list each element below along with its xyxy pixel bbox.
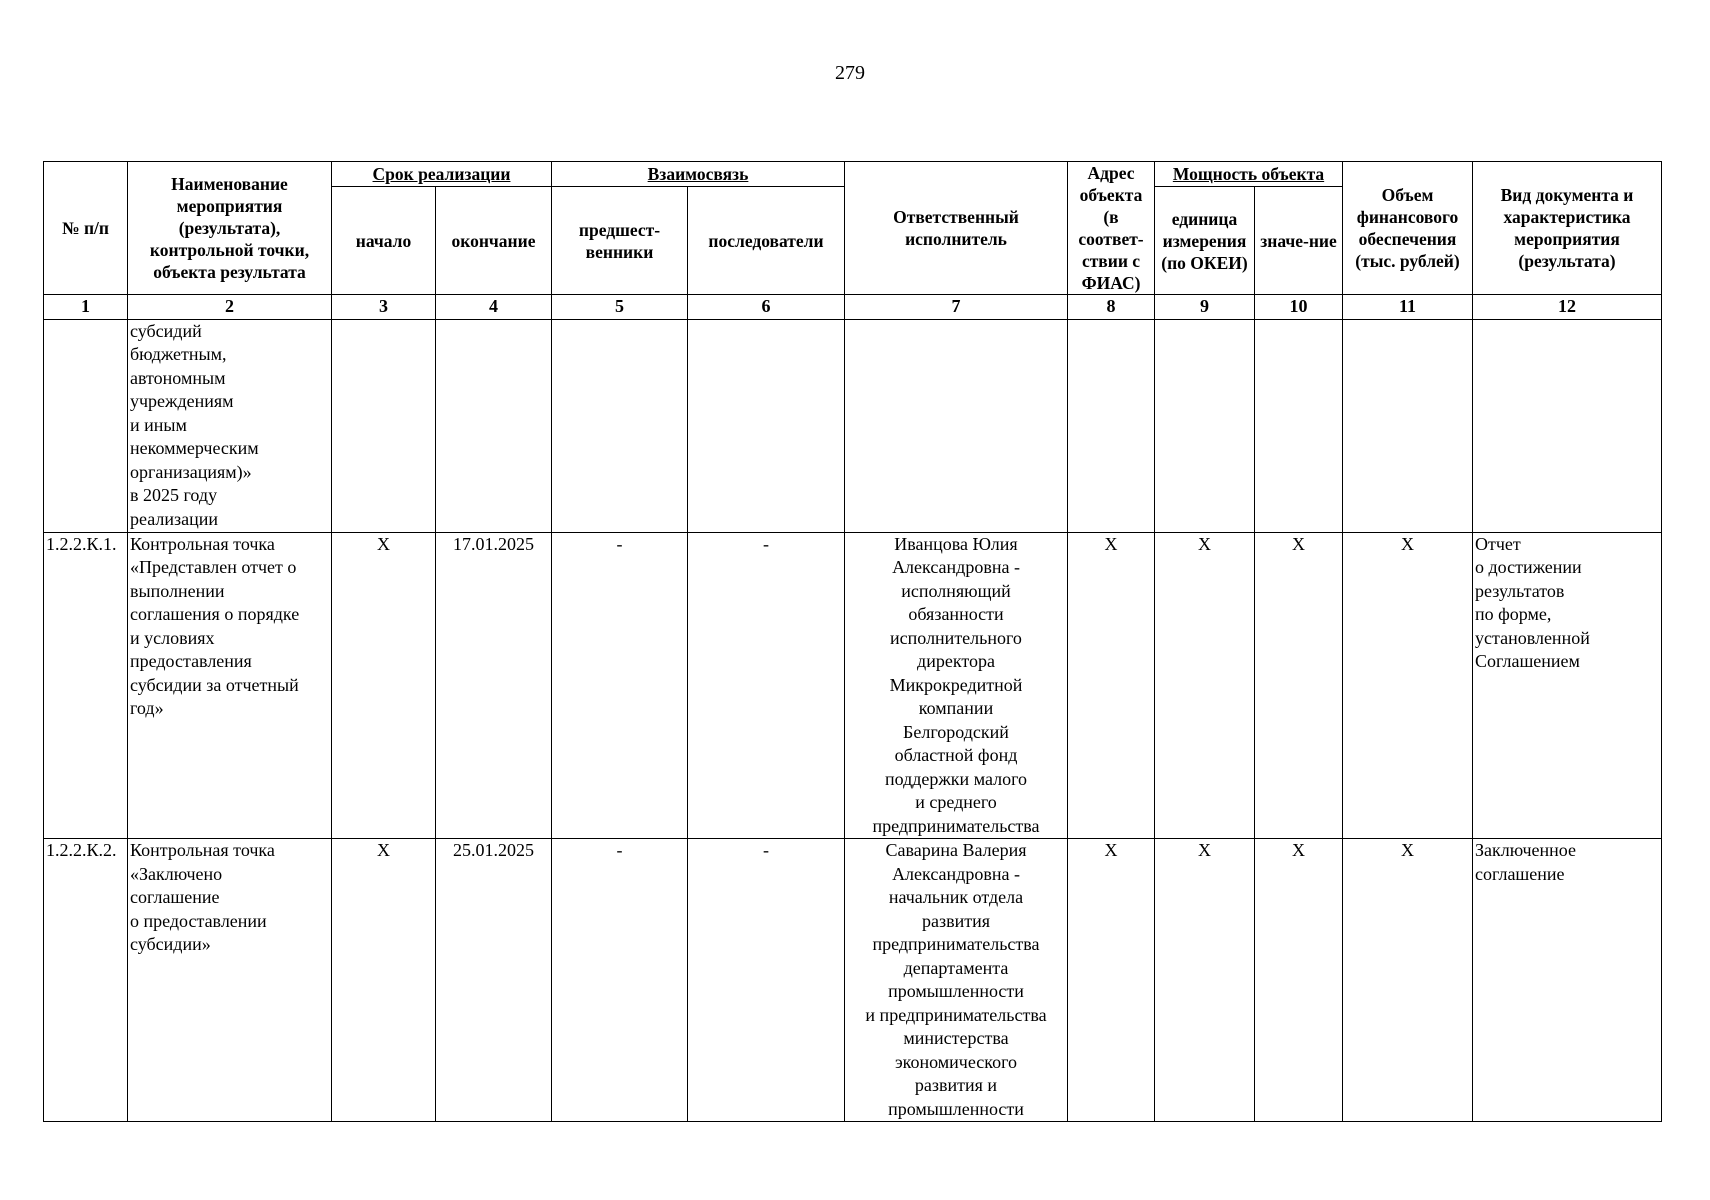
header-term-group [332,162,552,187]
header-num: № п/п [44,162,128,295]
row-start: X [332,839,436,1122]
column-number: 9 [1155,295,1255,320]
column-number: 8 [1068,295,1155,320]
row-predecessors: - [552,532,688,839]
row-end: 17.01.2025 [436,532,552,839]
row-doc: Заключенное соглашение [1473,839,1662,1122]
row-end: 25.01.2025 [436,839,552,1122]
column-number: 12 [1473,295,1662,320]
header-start: начало [332,187,436,295]
header-value: значе-ние [1255,187,1343,295]
column-number: 10 [1255,295,1343,320]
plan-table [43,161,1662,1122]
header-link-group [552,162,845,187]
row-predecessors: - [552,839,688,1122]
page-number: 279 [835,62,865,84]
row-successors [688,319,845,532]
row-unit [1155,319,1255,532]
row-name: Контрольная точка «Представлен отчет о выполнении соглашения о порядке и условиях предоставления субсидии за отчетный год» [128,532,332,839]
row-unit: X [1155,839,1255,1122]
row-num: 1.2.2.К.2. [44,839,128,1122]
row-responsible: Иванцова Юлия Александровна - исполняющий обязанности исполнительного директора Микрокредитной компании Белгородский областной фонд поддержки малого и среднего предпринимательства [845,532,1068,839]
row-unit: X [1155,532,1255,839]
row-start: X [332,532,436,839]
row-num [44,319,128,532]
header-term-group-label: Срок реализации [372,164,511,185]
table-row-continuation [44,319,1662,532]
column-number: 5 [552,295,688,320]
row-end [436,319,552,532]
column-number: 6 [688,295,845,320]
column-number: 3 [332,295,436,320]
header-unit: единица измерения (по ОКЕИ) [1155,187,1255,295]
row-responsible [845,319,1068,532]
column-number: 11 [1343,295,1473,320]
row-name: субсидий бюджетным, автономным учреждениям и иным некоммерческим организациям)» в 2025 году реализации [128,319,332,532]
row-doc [1473,319,1662,532]
table-row-k1 [44,532,1662,839]
row-start [332,319,436,532]
row-num: 1.2.2.К.1. [44,532,128,839]
row-predecessors [552,319,688,532]
header-row-top [44,162,1662,187]
column-number-row [44,295,1662,320]
row-value: X [1255,532,1343,839]
column-number: 2 [128,295,332,320]
row-name: Контрольная точка «Заключено соглашение о предоставлении субсидии» [128,839,332,1122]
header-link-group-label: Взаимосвязь [647,164,749,185]
header-doc: Вид документа и характеристика мероприятия (результата) [1473,162,1662,295]
header-capacity-group [1155,162,1343,187]
header-finance: Объем финансового обеспечения (тыс. рублей) [1343,162,1473,295]
column-number: 4 [436,295,552,320]
header-address: Адрес объекта (в соответ-ствии с ФИАС) [1068,162,1155,295]
row-doc: Отчет о достижении результатов по форме, установленной Соглашением [1473,532,1662,839]
row-address [1068,319,1155,532]
row-value: X [1255,839,1343,1122]
column-number: 7 [845,295,1068,320]
row-finance: X [1343,532,1473,839]
header-name: Наименование мероприятия (результата), контрольной точки, объекта результата [128,162,332,295]
row-successors: - [688,532,845,839]
row-successors: - [688,839,845,1122]
column-number: 1 [44,295,128,320]
row-value [1255,319,1343,532]
row-finance: X [1343,839,1473,1122]
header-successors: последователи [688,187,845,295]
row-address: X [1068,532,1155,839]
header-responsible: Ответственный исполнитель [845,162,1068,295]
header-end: окончание [436,187,552,295]
row-address: X [1068,839,1155,1122]
header-predecessors: предшест-венники [552,187,688,295]
row-finance [1343,319,1473,532]
header-capacity-group-label: Мощность объекта [1172,164,1325,185]
row-responsible: Саварина Валерия Александровна - начальник отдела развития предпринимательства департамента промышленности и предпринимательства министерства экономического развития и промышленности [845,839,1068,1122]
table-row-k2 [44,839,1662,1122]
